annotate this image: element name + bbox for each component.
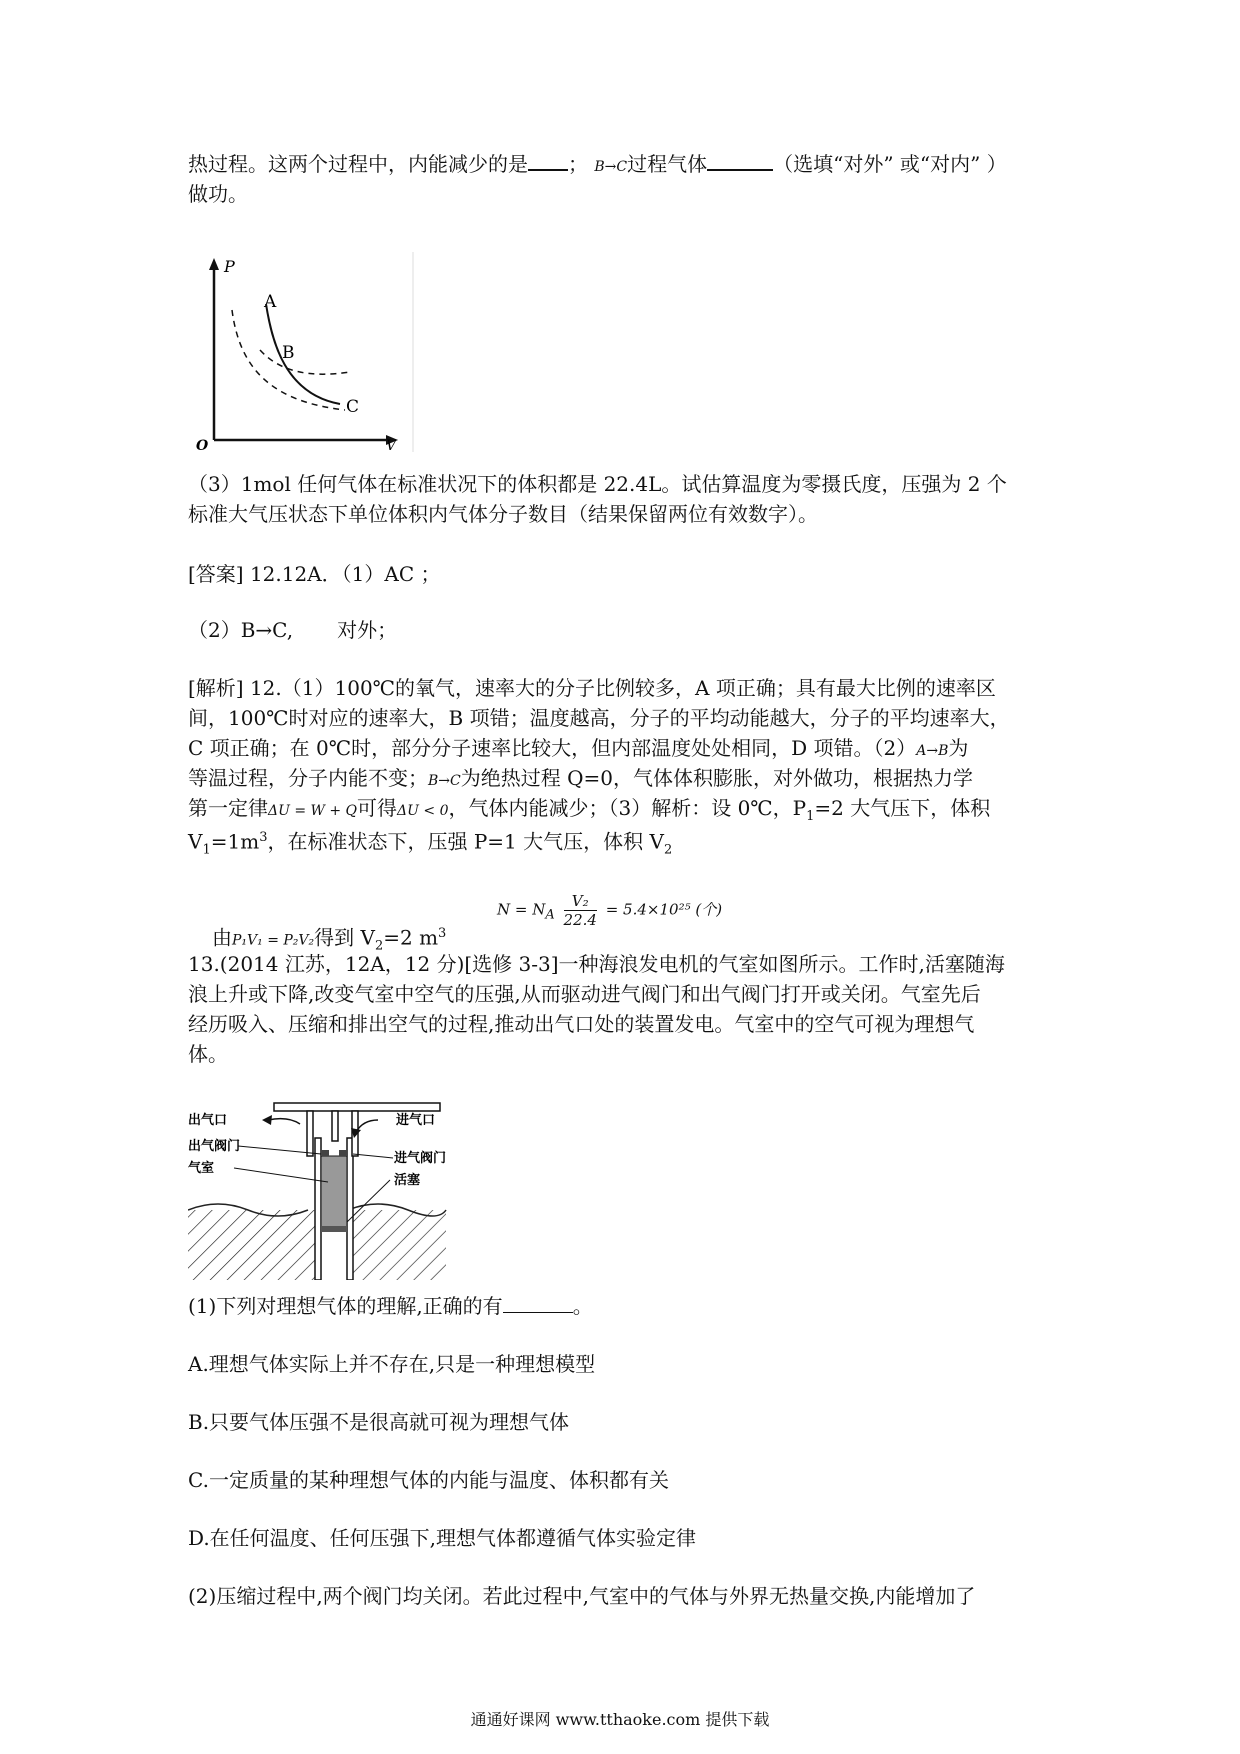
point-c-label: C — [346, 397, 360, 417]
molecule-count-formula: $N = N_A$ $\frac{\text{V₂}}{22.4}$ = 5.4×10²⁵ (个) — [497, 892, 723, 929]
explanation-line-6: $V_1=1m^3$，在标准状态下，压强 P=1 大气压，体积 $V_2$ — [188, 829, 673, 858]
question-13-line-1: 13.(2014 江苏，12A，12 分)[选修 3-3]一种海浪发电机的气室如图所示。工作时,活塞随海 — [188, 952, 1005, 976]
inlet-valve — [339, 1150, 347, 1156]
air-chamber-diagram — [188, 1098, 448, 1280]
explanation-line-1: [解析] 12.（1）100℃的氧气，速率大的分子比例较多，A 项正确；具有最大比例的速率区 — [188, 676, 996, 700]
point-a-label: A — [264, 292, 277, 312]
text-line-2: 做功。 — [188, 182, 248, 206]
top-plate — [274, 1103, 440, 1111]
text-line-4: 标准大气压状态下单位体积内气体分子数目（结果保留两位有效数字）。 — [188, 502, 818, 526]
question-2: (2)压缩过程中,两个阀门均关闭。若此过程中,气室中的气体与外界无热量交换,内能增加了 — [188, 1584, 976, 1608]
label-chamber: 气室 — [188, 1161, 215, 1176]
label-piston: 活塞 — [394, 1173, 421, 1188]
explanation-line-4: 等温过程，分子内能不变；B→C为绝热过程 Q=0，气体体积膨胀，对外做功，根据热力学 — [188, 766, 973, 790]
outlet-valve — [321, 1150, 329, 1156]
question-13-line-3: 经历吸入、压缩和排出空气的过程,推动出气口处的装置发电。气室中的空气可视为理想气 — [188, 1012, 975, 1036]
explanation-line-5: 第一定律ΔU = W + Q可得ΔU < 0，气体内能减少；（3）解析：设 0℃，$P_1=2$ 大气压下，体积 — [188, 796, 991, 824]
label-outlet-valve: 出气阀门 — [188, 1139, 241, 1154]
piston — [321, 1226, 347, 1232]
formula-b-to-c: B→C — [594, 159, 628, 175]
explanation-line-7: 由P₁V₁ = P₂V₂得到 $V_2=2$ $m^3$ — [212, 925, 447, 954]
origin-label: O — [196, 438, 209, 452]
question-13-line-4: 体。 — [188, 1042, 228, 1066]
question-1: (1)下列对理想气体的理解,正确的有 。 — [188, 1294, 593, 1318]
label-outlet: 出气口 — [188, 1113, 228, 1128]
air-chamber — [321, 1156, 347, 1230]
pv-diagram — [190, 252, 420, 452]
label-inlet-valve: 进气阀门 — [394, 1151, 447, 1166]
explanation-line-3: C 项正确；在 0℃时，部分分子速率比较大，但内部温度处处相同，D 项错。（2）A→B为 — [188, 736, 969, 760]
answer-blank-1 — [528, 151, 568, 171]
text-line-1: 热过程。这两个过程中，内能减少的是 ； B→C过程气体 （选填“对外” 或“对内” ） — [188, 152, 1007, 176]
option-c: C.一定质量的某种理想气体的内能与温度、体积都有关 — [188, 1468, 669, 1492]
label-inlet: 进气口 — [396, 1113, 436, 1128]
page-footer: 通通好课网 www.tthaoke.com 提供下载 — [470, 1710, 770, 1729]
answer-blank-3 — [503, 1294, 573, 1313]
answer-line-1: [答案] 12.12A．（1）AC ； — [188, 562, 441, 586]
answer-line-2: （2）B→C, 对外； — [188, 618, 398, 642]
point-b-label: B — [282, 343, 295, 363]
question-13-line-2: 浪上升或下降,改变气室中空气的压强,从而驱动进气阀门和出气阀门打开或关闭。气室先后 — [188, 982, 981, 1006]
answer-blank-2 — [707, 151, 773, 171]
axis-p-label: P — [224, 257, 235, 276]
option-d: D.在任何温度、任何压强下,理想气体都遵循气体实验定律 — [188, 1526, 697, 1550]
isotherm-upper — [260, 350, 350, 374]
axis-v-label: V — [386, 438, 397, 452]
adiabat-curve — [266, 304, 340, 404]
option-b: B.只要气体压强不是很高就可视为理想气体 — [188, 1410, 570, 1434]
option-a: A.理想气体实际上并不存在,只是一种理想模型 — [188, 1352, 596, 1376]
text-line-3: （3）1mol 任何气体在标准状况下的体积都是 22.4L。试估算温度为零摄氏度，压强为 2 个 — [188, 472, 1007, 496]
explanation-line-2: 间，100℃时对应的速率大，B 项错；温度越高，分子的平均动能越大，分子的平均速率大， — [188, 706, 1010, 730]
